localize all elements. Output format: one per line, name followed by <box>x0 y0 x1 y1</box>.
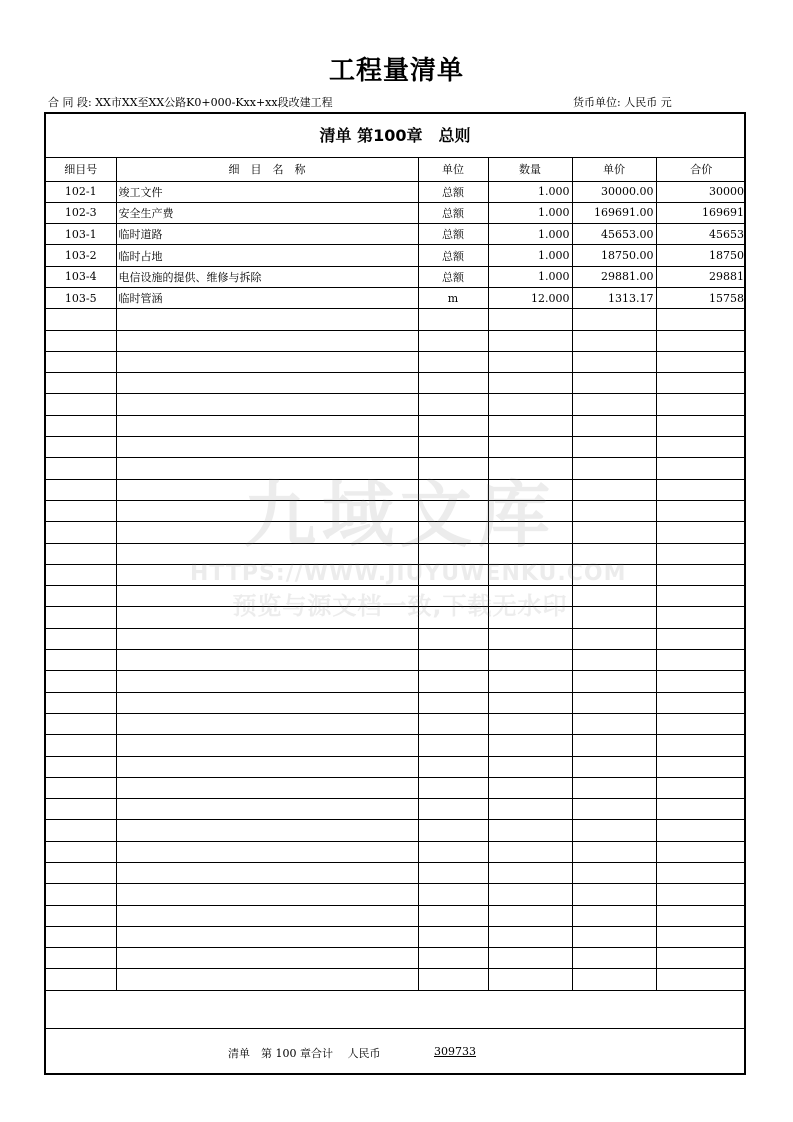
empty-cell <box>488 500 572 521</box>
empty-cell <box>488 607 572 628</box>
empty-table-row <box>46 586 746 607</box>
empty-cell <box>46 777 116 798</box>
item-code-cell: 103-5 <box>46 287 116 308</box>
empty-cell <box>116 905 418 926</box>
table-row <box>46 202 746 223</box>
empty-table-row <box>46 948 746 969</box>
empty-cell <box>488 905 572 926</box>
empty-cell <box>46 884 116 905</box>
empty-table-row <box>46 564 746 585</box>
empty-cell <box>572 799 656 820</box>
empty-cell <box>46 735 116 756</box>
item-name-cell: 临时道路 <box>116 224 418 245</box>
table-row <box>46 266 746 287</box>
empty-cell <box>46 628 116 649</box>
empty-cell <box>572 437 656 458</box>
empty-cell <box>656 330 746 351</box>
empty-cell <box>46 479 116 500</box>
bill-table-frame <box>44 112 746 1075</box>
empty-cell <box>656 458 746 479</box>
item-code-cell: 103-2 <box>46 245 116 266</box>
empty-cell <box>46 437 116 458</box>
empty-cell <box>46 543 116 564</box>
empty-cell <box>572 330 656 351</box>
unit-price-cell: 169691.00 <box>572 202 656 223</box>
empty-cell <box>418 607 488 628</box>
empty-cell <box>488 479 572 500</box>
empty-cell <box>418 650 488 671</box>
empty-cell <box>418 756 488 777</box>
quantity-cell: 1.000 <box>488 245 572 266</box>
empty-table-row <box>46 735 746 756</box>
empty-table-row <box>46 799 746 820</box>
total-price-cell: 15758 <box>656 287 746 308</box>
empty-cell <box>572 309 656 330</box>
empty-cell <box>46 607 116 628</box>
empty-cell <box>116 756 418 777</box>
empty-cell <box>572 884 656 905</box>
empty-table-row <box>46 926 746 947</box>
empty-cell <box>488 330 572 351</box>
empty-cell <box>418 926 488 947</box>
empty-cell <box>488 351 572 372</box>
empty-cell <box>116 500 418 521</box>
header-total-price: 合价 <box>656 158 746 181</box>
empty-cell <box>116 394 418 415</box>
header-quantity: 数量 <box>488 158 572 181</box>
empty-cell <box>46 522 116 543</box>
empty-cell <box>418 799 488 820</box>
empty-cell <box>572 628 656 649</box>
empty-cell <box>46 905 116 926</box>
empty-cell <box>116 607 418 628</box>
empty-cell <box>488 458 572 479</box>
empty-cell <box>418 437 488 458</box>
empty-table-row <box>46 479 746 500</box>
empty-cell <box>418 458 488 479</box>
empty-cell <box>488 650 572 671</box>
empty-table-row <box>46 351 746 372</box>
empty-cell <box>488 820 572 841</box>
table-row <box>46 287 746 308</box>
empty-cell <box>572 926 656 947</box>
empty-cell <box>572 756 656 777</box>
empty-cell <box>418 969 488 990</box>
empty-cell <box>488 522 572 543</box>
empty-cell <box>46 394 116 415</box>
document-title: 工程量清单 <box>328 56 464 86</box>
empty-cell <box>418 820 488 841</box>
empty-cell <box>46 415 116 436</box>
empty-cell <box>116 330 418 351</box>
empty-cell <box>488 437 572 458</box>
empty-cell <box>488 394 572 415</box>
empty-cell <box>418 543 488 564</box>
empty-cell <box>418 394 488 415</box>
empty-table-row <box>46 500 746 521</box>
empty-cell <box>418 564 488 585</box>
empty-cell <box>572 777 656 798</box>
empty-cell <box>572 692 656 713</box>
empty-cell <box>572 543 656 564</box>
empty-cell <box>418 777 488 798</box>
empty-cell <box>656 394 746 415</box>
empty-cell <box>572 607 656 628</box>
empty-cell <box>656 586 746 607</box>
empty-cell <box>656 309 746 330</box>
header-item-code: 细目号 <box>46 158 116 181</box>
empty-cell <box>116 415 418 436</box>
unit-price-cell: 30000.00 <box>572 181 656 202</box>
empty-cell <box>46 564 116 585</box>
unit-price-cell: 18750.00 <box>572 245 656 266</box>
empty-cell <box>572 969 656 990</box>
empty-table-row <box>46 458 746 479</box>
unit-cell: 总额 <box>418 245 488 266</box>
header-unit: 单位 <box>418 158 488 181</box>
empty-cell <box>418 948 488 969</box>
empty-cell <box>46 841 116 862</box>
empty-cell <box>572 735 656 756</box>
empty-cell <box>488 373 572 394</box>
empty-cell <box>46 586 116 607</box>
empty-cell <box>488 948 572 969</box>
empty-cell <box>116 543 418 564</box>
empty-table-row <box>46 692 746 713</box>
quantity-cell: 1.000 <box>488 266 572 287</box>
empty-cell <box>46 692 116 713</box>
empty-cell <box>488 692 572 713</box>
item-name-cell: 电信设施的提供、维修与拆除 <box>116 266 418 287</box>
empty-cell <box>418 373 488 394</box>
empty-cell <box>488 884 572 905</box>
empty-cell <box>572 479 656 500</box>
empty-cell <box>418 351 488 372</box>
empty-cell <box>418 713 488 734</box>
empty-cell <box>656 522 746 543</box>
empty-cell <box>116 713 418 734</box>
empty-cell <box>488 756 572 777</box>
empty-cell <box>572 415 656 436</box>
chapter-total-value: 309733 <box>434 1045 476 1058</box>
empty-cell <box>488 415 572 436</box>
empty-cell <box>418 863 488 884</box>
total-price-cell: 45653 <box>656 224 746 245</box>
empty-cell <box>418 841 488 862</box>
item-name-cell: 临时管涵 <box>116 287 418 308</box>
empty-cell <box>488 713 572 734</box>
empty-table-row <box>46 628 746 649</box>
header-item-name: 细 目 名 称 <box>116 158 418 181</box>
empty-cell <box>418 479 488 500</box>
empty-table-row <box>46 969 746 990</box>
empty-cell <box>488 926 572 947</box>
empty-cell <box>572 905 656 926</box>
empty-cell <box>116 564 418 585</box>
table-row <box>46 181 746 202</box>
empty-cell <box>656 905 746 926</box>
empty-cell <box>488 735 572 756</box>
unit-price-cell: 29881.00 <box>572 266 656 287</box>
empty-cell <box>116 650 418 671</box>
item-code-cell: 102-1 <box>46 181 116 202</box>
empty-cell <box>116 628 418 649</box>
empty-cell <box>572 650 656 671</box>
empty-cell <box>116 351 418 372</box>
empty-table-row <box>46 650 746 671</box>
empty-cell <box>488 586 572 607</box>
empty-cell <box>116 969 418 990</box>
empty-cell <box>488 671 572 692</box>
empty-cell <box>488 841 572 862</box>
unit-cell: 总额 <box>418 224 488 245</box>
empty-cell <box>572 564 656 585</box>
empty-cell <box>116 522 418 543</box>
chapter-total-row <box>46 1028 744 1073</box>
empty-cell <box>116 373 418 394</box>
empty-cell <box>572 948 656 969</box>
empty-cell <box>116 820 418 841</box>
empty-cell <box>488 863 572 884</box>
contract-section-label: 合 同 段: XX市XX至XX公路K0+000-Kxx+xx段改建工程 <box>48 96 333 109</box>
empty-cell <box>46 713 116 734</box>
total-price-cell: 29881 <box>656 266 746 287</box>
empty-cell <box>656 351 746 372</box>
empty-cell <box>418 905 488 926</box>
empty-cell <box>46 309 116 330</box>
empty-cell <box>46 820 116 841</box>
total-price-cell: 18750 <box>656 245 746 266</box>
empty-cell <box>116 926 418 947</box>
item-name-cell: 安全生产费 <box>116 202 418 223</box>
chapter-title: 清单 第100章 总则 <box>46 114 744 158</box>
empty-cell <box>656 373 746 394</box>
item-code-cell: 103-4 <box>46 266 116 287</box>
item-code-cell: 102-3 <box>46 202 116 223</box>
empty-cell <box>46 969 116 990</box>
empty-cell <box>116 309 418 330</box>
empty-table-row <box>46 713 746 734</box>
empty-cell <box>116 671 418 692</box>
empty-cell <box>656 564 746 585</box>
empty-cell <box>418 309 488 330</box>
unit-cell: 总额 <box>418 266 488 287</box>
quantity-cell: 1.000 <box>488 181 572 202</box>
empty-cell <box>46 863 116 884</box>
empty-cell <box>488 799 572 820</box>
bill-of-quantities-table <box>46 158 746 991</box>
empty-cell <box>418 628 488 649</box>
empty-cell <box>418 500 488 521</box>
empty-cell <box>572 841 656 862</box>
empty-cell <box>572 820 656 841</box>
quantity-cell: 12.000 <box>488 287 572 308</box>
empty-cell <box>656 607 746 628</box>
empty-cell <box>656 926 746 947</box>
empty-cell <box>116 884 418 905</box>
empty-table-row <box>46 671 746 692</box>
empty-cell <box>46 799 116 820</box>
empty-cell <box>656 777 746 798</box>
empty-cell <box>572 586 656 607</box>
empty-cell <box>46 458 116 479</box>
quantity-cell: 1.000 <box>488 202 572 223</box>
watermark-url: HTTPS://WWW.JIUYUWENKU.COM <box>190 561 627 586</box>
empty-cell <box>116 479 418 500</box>
total-price-cell: 169691 <box>656 202 746 223</box>
chapter-total-label: 清单 第 100 章合计 人民币 <box>228 1047 381 1060</box>
table-row <box>46 224 746 245</box>
quantity-cell: 1.000 <box>488 224 572 245</box>
empty-cell <box>488 543 572 564</box>
empty-cell <box>116 841 418 862</box>
empty-cell <box>46 500 116 521</box>
empty-cell <box>418 692 488 713</box>
empty-cell <box>46 373 116 394</box>
empty-cell <box>116 735 418 756</box>
header-unit-price: 单价 <box>572 158 656 181</box>
empty-cell <box>656 735 746 756</box>
empty-cell <box>46 756 116 777</box>
empty-cell <box>656 969 746 990</box>
empty-cell <box>116 948 418 969</box>
unit-cell: m <box>418 287 488 308</box>
empty-cell <box>572 863 656 884</box>
empty-cell <box>572 522 656 543</box>
item-code-cell: 103-1 <box>46 224 116 245</box>
empty-cell <box>656 437 746 458</box>
empty-table-row <box>46 756 746 777</box>
empty-table-row <box>46 841 746 862</box>
empty-cell <box>46 351 116 372</box>
empty-cell <box>572 373 656 394</box>
empty-cell <box>572 458 656 479</box>
empty-cell <box>46 650 116 671</box>
empty-cell <box>656 820 746 841</box>
empty-cell <box>656 415 746 436</box>
empty-cell <box>488 628 572 649</box>
empty-table-row <box>46 905 746 926</box>
item-name-cell: 竣工文件 <box>116 181 418 202</box>
empty-cell <box>656 628 746 649</box>
empty-cell <box>418 330 488 351</box>
empty-cell <box>116 586 418 607</box>
empty-cell <box>418 735 488 756</box>
empty-cell <box>418 884 488 905</box>
unit-price-cell: 1313.17 <box>572 287 656 308</box>
empty-cell <box>656 500 746 521</box>
empty-cell <box>418 522 488 543</box>
empty-cell <box>488 969 572 990</box>
empty-cell <box>418 586 488 607</box>
empty-cell <box>46 948 116 969</box>
empty-cell <box>656 799 746 820</box>
empty-cell <box>572 351 656 372</box>
table-header-row <box>46 158 746 181</box>
empty-cell <box>116 863 418 884</box>
empty-cell <box>116 777 418 798</box>
empty-cell <box>656 650 746 671</box>
unit-cell: 总额 <box>418 181 488 202</box>
empty-cell <box>572 671 656 692</box>
empty-cell <box>572 500 656 521</box>
empty-cell <box>656 543 746 564</box>
empty-cell <box>572 713 656 734</box>
empty-cell <box>656 884 746 905</box>
empty-table-row <box>46 543 746 564</box>
empty-table-row <box>46 522 746 543</box>
empty-cell <box>488 564 572 585</box>
empty-cell <box>656 863 746 884</box>
empty-cell <box>656 756 746 777</box>
empty-cell <box>656 479 746 500</box>
empty-cell <box>46 330 116 351</box>
empty-cell <box>418 671 488 692</box>
empty-cell <box>116 437 418 458</box>
unit-cell: 总额 <box>418 202 488 223</box>
empty-cell <box>116 692 418 713</box>
empty-cell <box>572 394 656 415</box>
empty-table-row <box>46 437 746 458</box>
table-row <box>46 245 746 266</box>
item-name-cell: 临时占地 <box>116 245 418 266</box>
empty-cell <box>488 777 572 798</box>
empty-cell <box>656 671 746 692</box>
empty-table-row <box>46 607 746 628</box>
total-price-cell: 30000 <box>656 181 746 202</box>
currency-unit-label: 货币单位: 人民币 元 <box>573 96 672 109</box>
empty-cell <box>488 309 572 330</box>
empty-table-row <box>46 820 746 841</box>
empty-table-row <box>46 863 746 884</box>
empty-table-row <box>46 415 746 436</box>
empty-cell <box>418 415 488 436</box>
empty-table-row <box>46 394 746 415</box>
empty-table-row <box>46 884 746 905</box>
watermark-note: 预览与源文档一致,下载无水印 <box>232 592 568 620</box>
watermark-brand: 九域文库 <box>243 473 556 557</box>
empty-table-row <box>46 309 746 330</box>
table-body <box>46 181 746 990</box>
empty-cell <box>116 458 418 479</box>
empty-cell <box>656 948 746 969</box>
empty-cell <box>116 799 418 820</box>
empty-cell <box>656 713 746 734</box>
empty-cell <box>656 841 746 862</box>
empty-table-row <box>46 777 746 798</box>
empty-cell <box>656 692 746 713</box>
unit-price-cell: 45653.00 <box>572 224 656 245</box>
empty-table-row <box>46 373 746 394</box>
empty-cell <box>46 671 116 692</box>
empty-table-row <box>46 330 746 351</box>
empty-cell <box>46 926 116 947</box>
